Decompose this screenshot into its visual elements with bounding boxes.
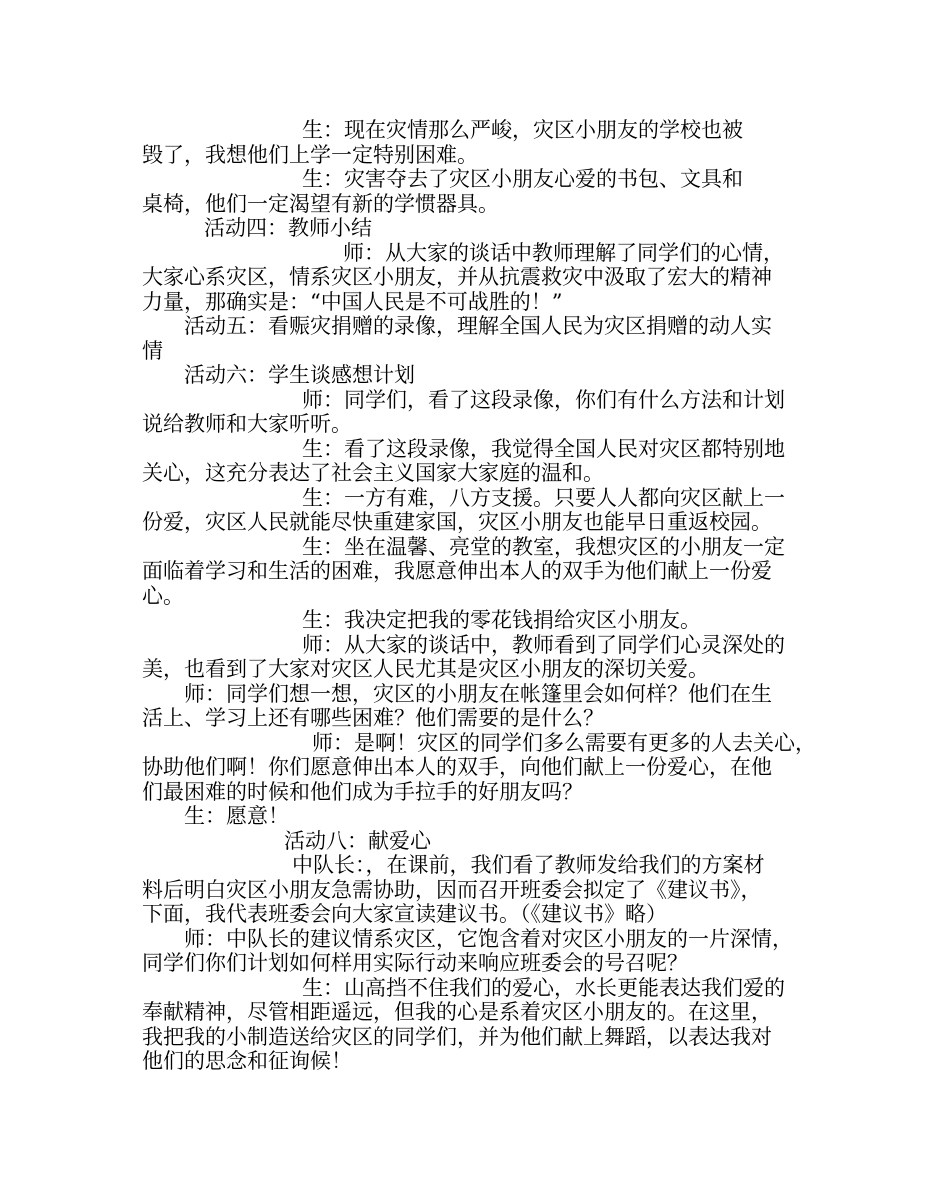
paragraph [142,314,822,363]
text-line: 大家心系灾区，情系灾区小朋友，并从抗震救灾中汲取了宏大的精神 [142,265,772,289]
paragraph [142,216,822,241]
paragraph [142,853,822,927]
paragraph [142,682,822,731]
text-line: 桌椅，他们一定渴望有新的学惯器具。 [142,191,499,216]
text-line: 师：是啊！灾区的同学们多么需要有更多的人去关心， [312,730,816,755]
text-line: 生：愿意！ [184,804,289,828]
text-line: 活动六：学生谈感想计划 [184,363,415,387]
paragraph [142,633,822,682]
text-line: 他们的思念和征询候！ [142,1049,352,1073]
text-line: 情 [142,338,163,363]
text-line: 师：同学们，看了这段录像，你们有什么方法和计划 [302,387,785,412]
paragraph [142,363,822,388]
text-line: 力量，那确实是：“中国人民是不可战胜的！” [142,289,563,314]
text-line: 师：中队长的建议情系灾区，它饱含着对灾区小朋友的一片深情， [184,926,793,951]
paragraph [142,927,822,976]
text-line: 活上、学习上还有哪些困难？他们需要的是什么？ [142,706,604,730]
text-line: 面临着学习和生活的困难，我愿意伸出本人的双手为他们献上一份爱 [142,559,772,583]
text-line: 生：看了这段录像，我觉得全国人民对灾区都特别地 [302,436,785,461]
paragraph [142,118,822,167]
text-line: 生：我决定把我的零花钱捐给灾区小朋友。 [302,608,701,632]
paragraph [142,437,822,486]
text-line: 我把我的小制造送给灾区的同学们，并为他们献上舞蹈，以表达我对 [142,1024,772,1049]
paragraph [142,535,822,609]
paragraph [142,388,822,437]
text-line: 师：从大家的谈话中教师理解了同学们的心情， [343,240,784,265]
text-line: 生：坐在温馨、亮堂的教室，我想灾区的小朋友一定 [302,534,785,559]
text-line: 生：灾害夺去了灾区小朋友心爱的书包、文具和 [302,167,743,191]
text-line: 毁了，我想他们上学一定特别困难。 [142,142,478,167]
paragraph [142,804,822,829]
text-line: 活动五：看赈灾捐赠的录像，理解全国人民为灾区捐赠的动人实 [184,314,772,338]
paragraph [142,241,822,315]
paragraph [142,608,822,633]
text-line: 生：山高挡不住我们的爱心，水长更能表达我们爱的 [302,975,785,1000]
text-line: 关心，这充分表达了社会主义国家大家庭的温和。 [142,461,604,485]
text-line: 下面，我代表班委会向大家宣读建议书。（《建议书》略） [142,902,667,926]
paragraph [142,731,822,805]
text-line: 师：从大家的谈话中，教师看到了同学们心灵深处的 [302,632,785,657]
text-line: 生：现在灾情那么严峻，灾区小朋友的学校也被 [302,118,743,142]
document-body [142,118,822,1074]
text-line: 师：同学们想一想，灾区的小朋友在帐篷里会如何样？他们在生 [184,681,772,706]
text-line: 美，也看到了大家对灾区人民尤其是灾区小朋友的深切关爱。 [142,657,709,681]
text-line: 生：一方有难，八方支援。只要人人都向灾区献上一 [302,485,785,510]
text-line: 活动四：教师小结 [204,216,372,240]
text-line: 料后明白灾区小朋友急需协助，因而召开班委会拟定了《建议书》， [142,877,762,902]
text-line: 份爱，灾区人民就能尽快重建家国，灾区小朋友也能早日重返校园。 [142,510,772,534]
text-line: 同学们你们计划如何样用实际行动来响应班委会的号召呢？ [142,951,688,975]
text-line: 奉献精神，尽管相距遥远，但我的心是系着灾区小朋友的。在这里， [142,1000,772,1024]
text-line: 协助他们啊！你们愿意伸出本人的双手，向他们献上一份爱心，在他 [142,755,772,779]
text-line: 中队长：，在课前，我们看了教师发给我们的方案材 [292,853,765,877]
text-line: 说给教师和大家听听。 [142,412,352,436]
paragraph [142,167,822,216]
paragraph [142,486,822,535]
text-line: 心。 [142,583,184,608]
paragraph [142,976,822,1074]
text-line: 们最困难的时候和他们成为手拉手的好朋友吗？ [142,779,583,804]
text-line: 活动八：献爱心 [284,828,431,853]
paragraph [142,829,822,854]
